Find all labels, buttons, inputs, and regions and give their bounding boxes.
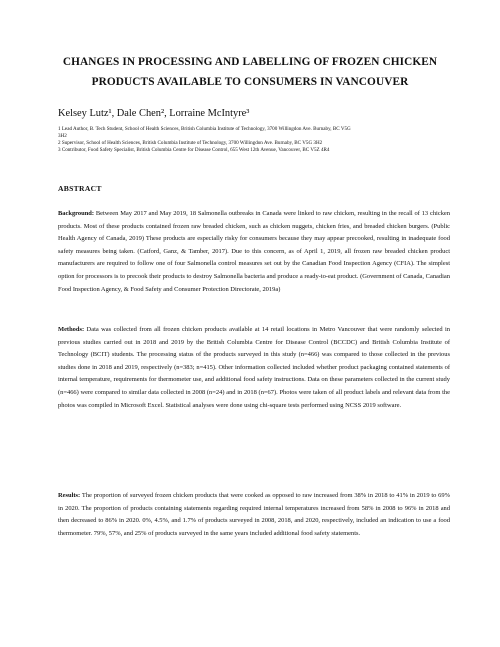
methods-label: Methods: (58, 326, 85, 333)
affiliation-1: 1 Lead Author, B. Tech Student, School of Health Sciences, British Columbia Institute of Technology, 3700 Willingdon Ave. Burnaby, BC V5G 3H2 (58, 126, 351, 140)
affiliation-2: 2 Supervisor, School of Health Sciences, British Columbia Institute of Technology, 3700 Willingdon Ave. Burnaby, BC V5G 3H2 (58, 140, 323, 147)
abstract-heading: ABSTRACT (58, 184, 102, 193)
affiliations (58, 126, 358, 154)
results-paragraph (58, 490, 450, 540)
methods-paragraph (58, 324, 450, 412)
background-paragraph (58, 208, 450, 296)
affiliation-3: 3 Contributor, Food Safety Specialist, British Columbia Centre for Disease Control, 655 West 12th Avenue, Vancouver, BC V5Z 4R4 (58, 147, 330, 154)
background-text: Between May 2017 and May 2019, 18 Salmonella outbreaks in Canada were linked to raw chicken, resulting in the recall of 13 chicken products. Most of these products contained frozen raw breaded chicken, such as chicken nuggets, chicken fries, and breaded chicken burgers. (Public Health Agency of Canada, 2019) These products are especially risky for consumers because they may appear precooked, resulting in inadequate food safety measures being taken. (Catford, Ganz, & Tamber, 2017). Due to this concern, as of April 1, 2019, all frozen raw breaded chicken product manufacturers are required to follow one of four Salmonella control measures set out by the Canadian Food Inspection Agency (CFIA). The simplest option for processors is to precook their products to destroy Salmonella bacteria and produce a ready-to-eat product. (Government of Canada, Canadian Food Inspection Agency, & Food Safety and Consumer Protection Directorate, 2019a) (58, 210, 450, 293)
results-text: The proportion of surveyed frozen chicken products that were cooked as opposed to raw increased from 38% in 2018 to 41% in 2019 to 69% in 2020. The proportion of products containing statements regarding required internal temperatures increased from 58% in 2008 to 96% in 2018 and then decreased to 86% in 2020. 0%, 4.5%, and 1.7% of products surveyed in 2008, 2018, and 2020, respectively, included an indication to use a food thermometer. 79%, 57%, and 25% of products surveyed in the same years included additional food safety statements. (58, 492, 450, 537)
paper-title: CHANGES IN PROCESSING AND LABELLING OF FROZEN CHICKEN PRODUCTS AVAILABLE TO CONSUMERS IN VANCOUVER (62, 56, 438, 88)
background-label: Background: (58, 210, 95, 217)
results-label: Results: (58, 492, 81, 499)
methods-text: Data was collected from all frozen chicken products available at 14 retail locations in Metro Vancouver that were randomly selected in previous studies carried out in 2018 and 2019 by the British Columbia Centre for Disease Control (BCCDC) and British Columbia Institute of Technology (BCIT) students. The processing status of the products surveyed in this study (n=466) was compared to those collected in the previous studies done in 2018 and 2019, respectively (n=383; n=415). Other information collected included whether product packaging contained statements of internal temperature, requirements for thermometer use, and additional food safety instructions. Data on these parameters collected in the current study (n=466) were compared to similar data collected in 2008 (n=24) and in 2018 (n=67). Photos were taken of all product labels and relevant data from the photos was compiled in Microsoft Excel. Statistical analyses were done using chi-square tests performed using NCSS 2019 software. (58, 326, 450, 409)
author-list: Kelsey Lutz¹, Dale Chen², Lorraine McIntyre³ (58, 108, 250, 119)
